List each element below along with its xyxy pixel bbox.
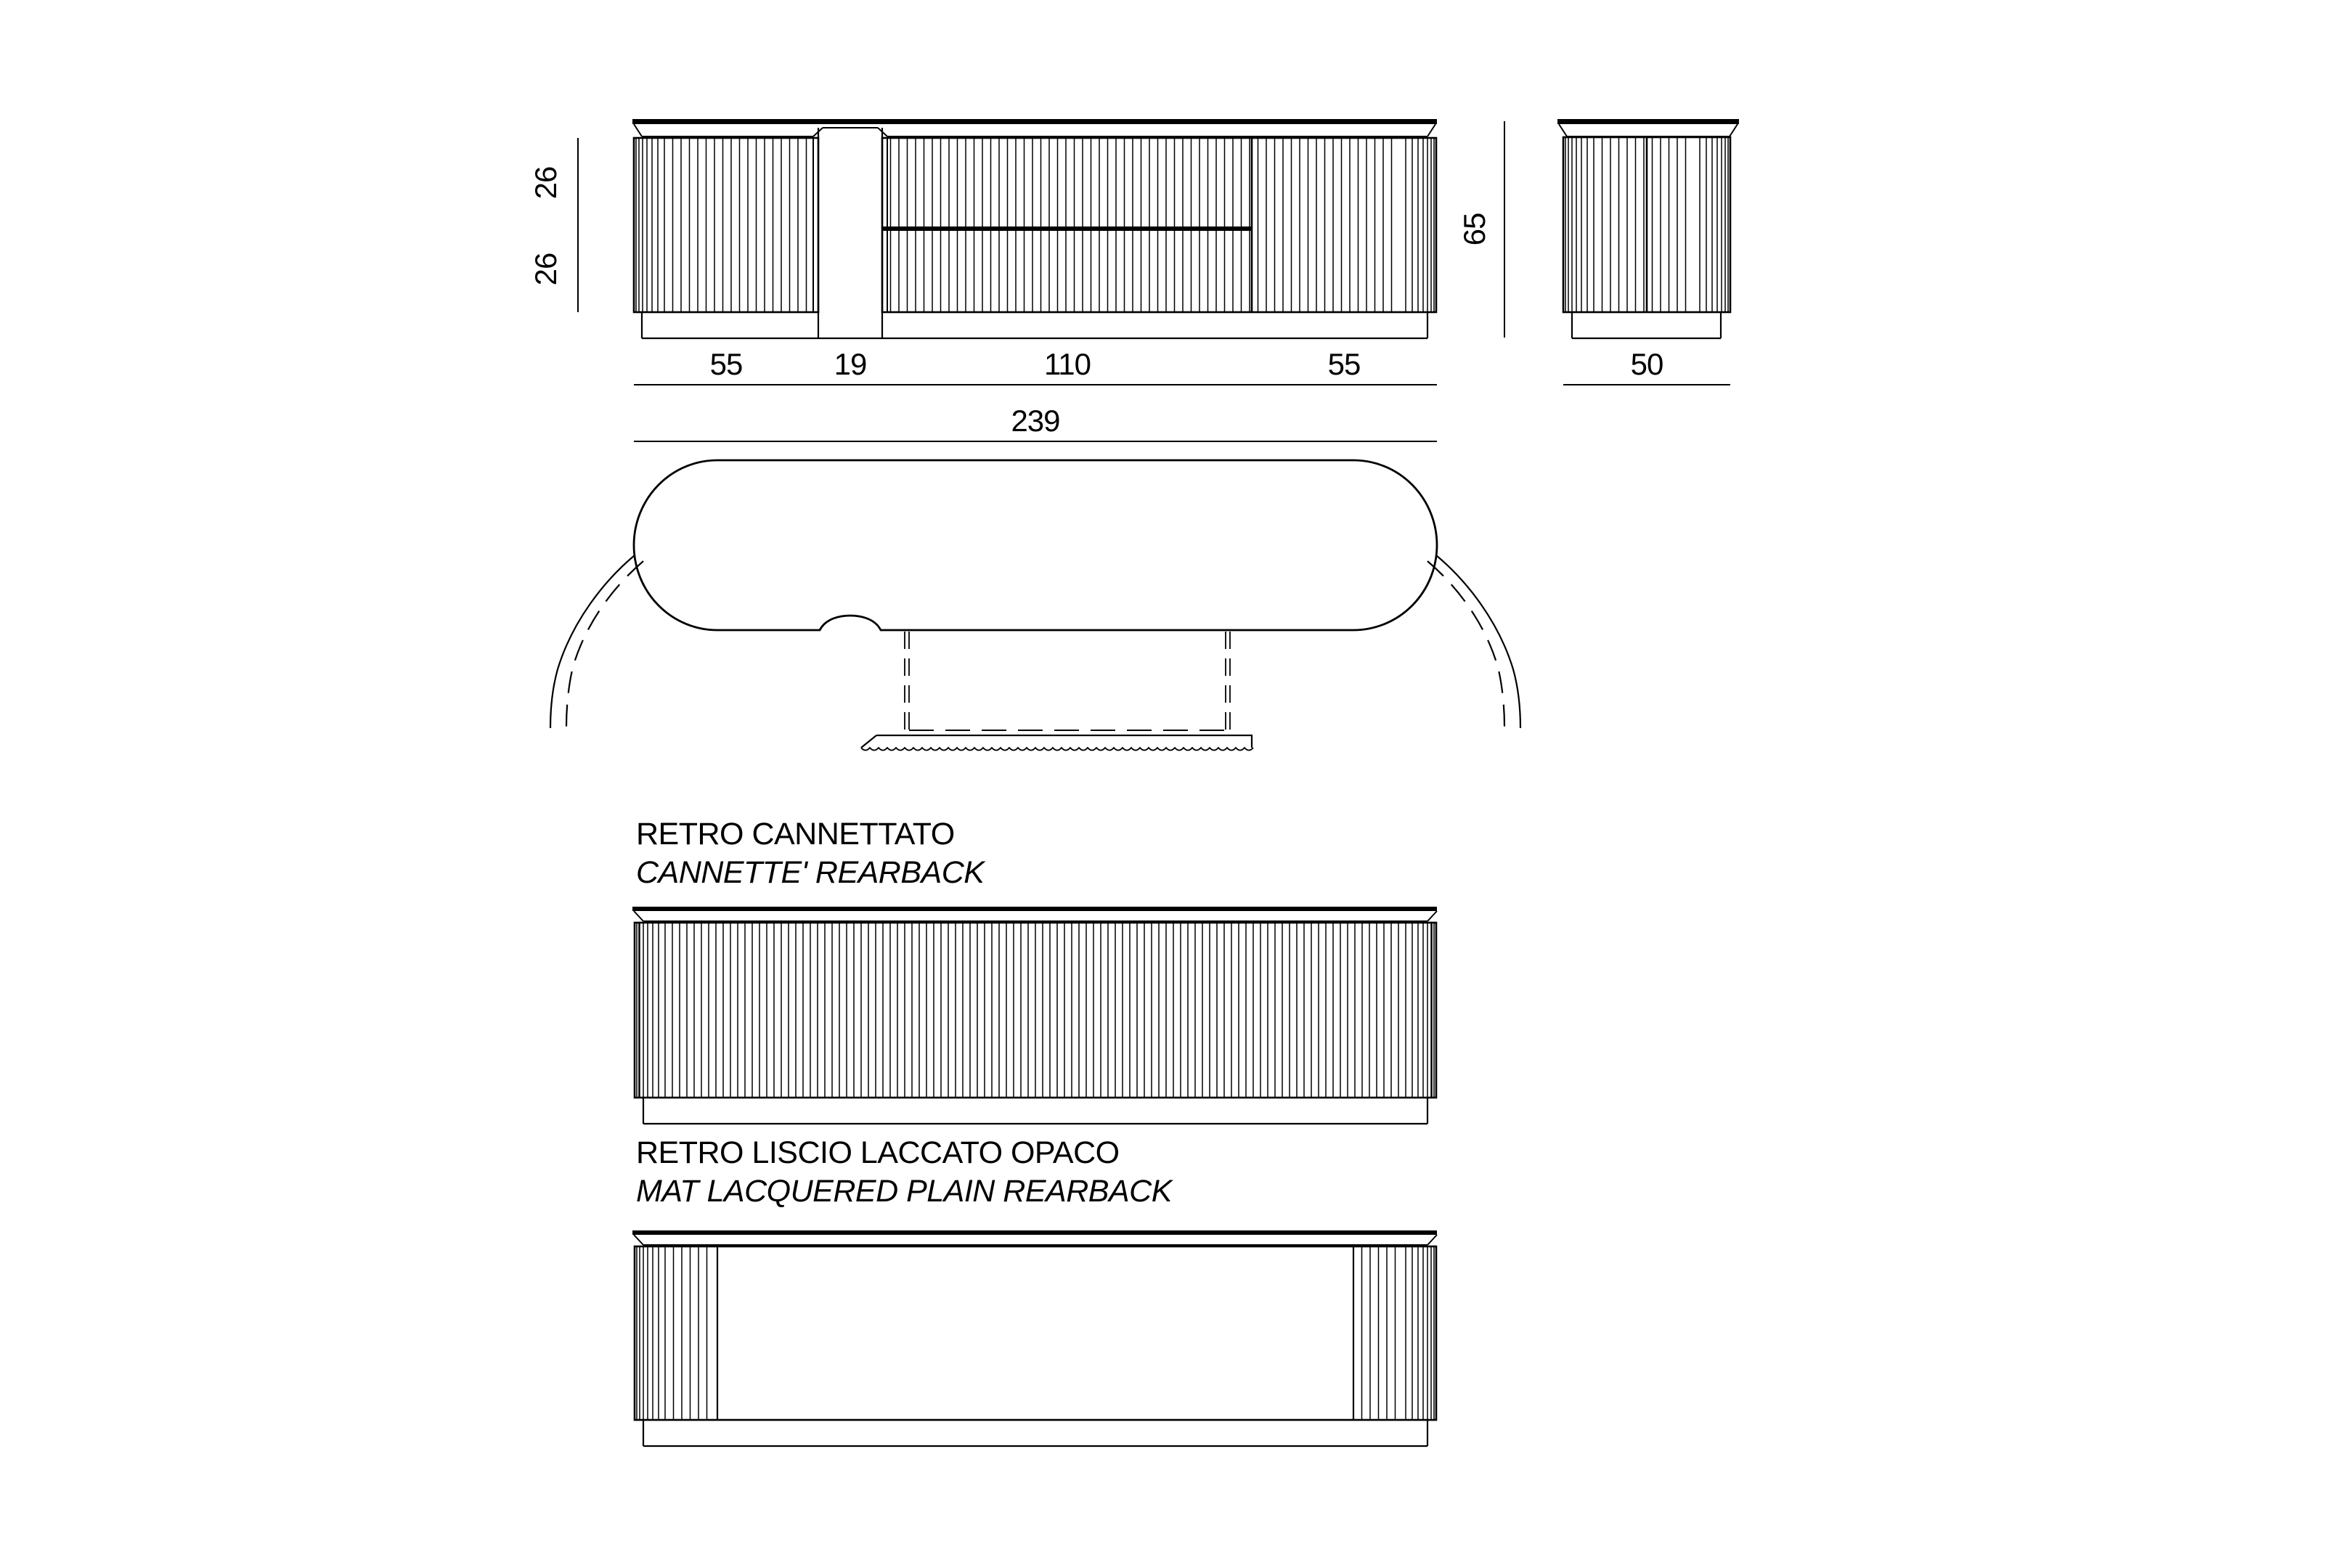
caption-back-fluted-it: RETRO CANNETTATO — [636, 817, 955, 852]
dim-label-height: 65 — [1457, 213, 1491, 246]
cap-top-bar — [632, 1230, 1437, 1235]
dim-label-drawer-height-lower: 26 — [529, 253, 563, 286]
cap-top-bar — [632, 907, 1437, 911]
caption-back-plain-it: RETRO LISCIO LACCATO OPACO — [636, 1135, 1120, 1170]
dim-label-segment-left: 55 — [709, 347, 743, 381]
dim-label-segment-right: 55 — [1327, 347, 1361, 381]
dim-label-drawer-height-upper: 26 — [529, 166, 563, 200]
caption-back-fluted-en: CANNETTE' REARBACK — [636, 855, 985, 890]
dim-label-segment-center: 110 — [1044, 347, 1091, 381]
dim-label-segment-gap: 19 — [834, 347, 867, 381]
cap-top-bar — [632, 119, 1437, 124]
caption-back-plain-en: MAT LACQUERED PLAIN REARBACK — [636, 1174, 1172, 1209]
dim-label-total-width: 239 — [1011, 404, 1060, 438]
cap-top-bar — [1557, 119, 1739, 124]
dim-label-depth: 50 — [1630, 347, 1663, 381]
